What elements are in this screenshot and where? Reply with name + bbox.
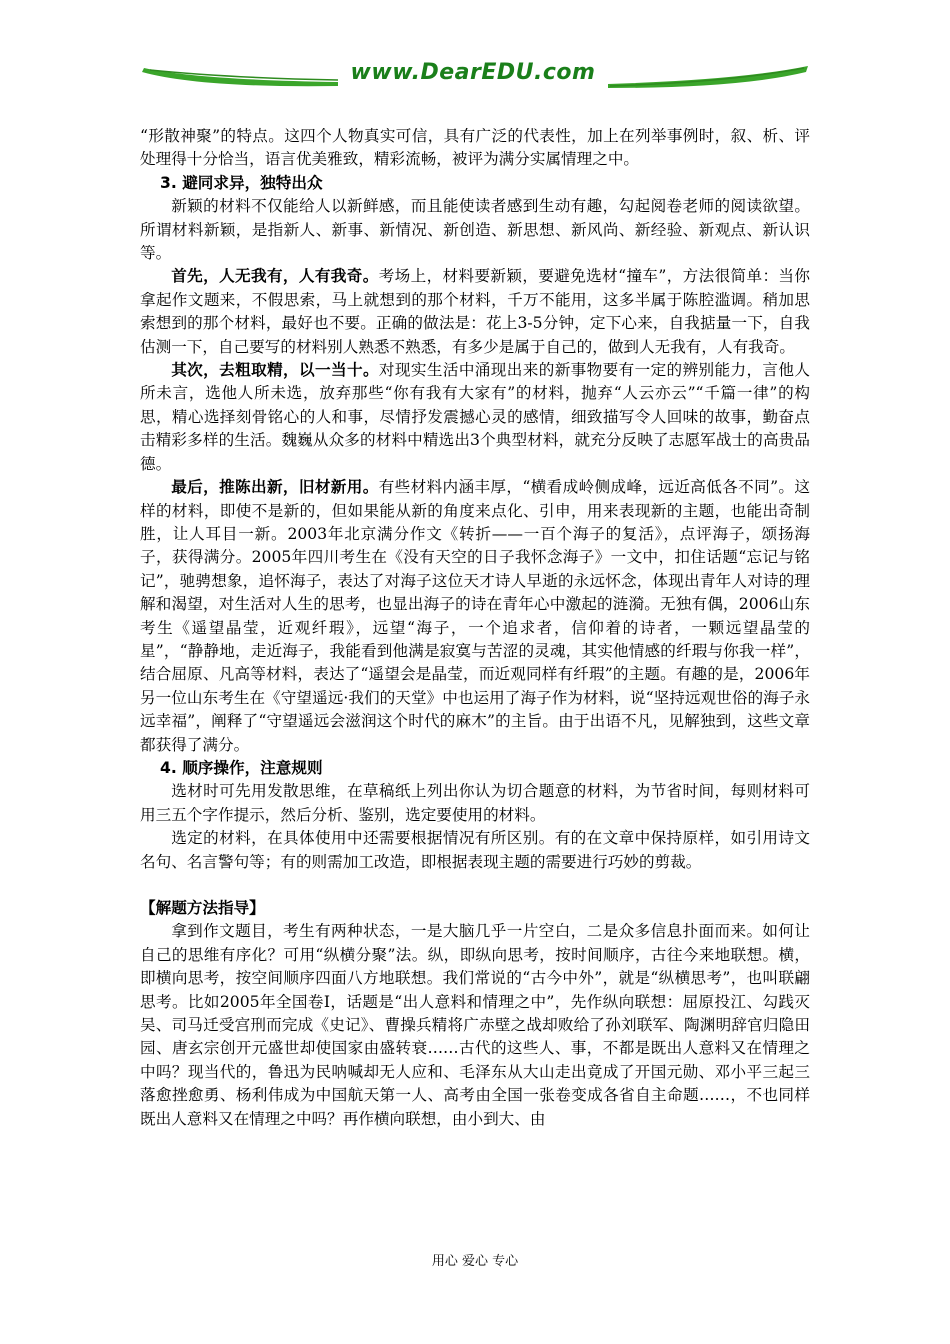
paragraph-lead: 首先，人无我有，人有我奇。 <box>171 267 379 286</box>
paragraph-text: 考场上，材料要新颖，要避免选材“撞车”，方法很简单：当你拿起作文题来，不假思索，马上就想到的那个材料，千万不能用，这多半属于陈腔滥调。稍加思索想到的那个材料，最好也不要。正确的做法是：花上3-5分钟，定下心来，自我掂量一下，自我估测一下，自己要写的材料别人熟悉不熟悉，有多少是属于自己的，做到人无我有，人有我奇。 <box>140 267 810 356</box>
paragraph: 选定的材料，在具体使用中还需要根据情况有所区别。有的在文章中保持原样，如引用诗文名句、名言警句等；有的则需加工改造，即根据表现主题的需要进行巧妙的剪裁。 <box>140 829 810 871</box>
section-heading-4: 4. 顺序操作，注意规则 <box>160 758 323 777</box>
header-brand-logo: www.DearEDU.com <box>350 60 596 85</box>
paragraph-text: 对现实生活中涌现出来的新事物要有一定的辨别能力，言他人所未言，选他人所未选，放弃那些“你有我有大家有”的材料，抛弃“人云亦云”“千篇一律”的构思，精心选择刻骨铭心的人和事，尽情抒发震撼心灵的感情，细致描写令人回味的故事，勤奋点击精彩多样的生活。魏巍从众多的材料中精选出3个典型材料，就充分反映了志愿军战士的高贵品德。 <box>140 361 810 473</box>
paragraph <box>140 359 810 476</box>
paragraph: 拿到作文题目，考生有两种状态，一是大脑几乎一片空白，二是众多信息扑面而来。如何让自己的思维有序化？可用“纵横分聚”法。纵，即纵向思考，按时间顺序，古往今来地联想。横，即横向思考，按空间顺序四面八方地联想。我们常说的“古今中外”，就是“纵横思考”，也叫联翩思考。比如2005年全国卷Ⅰ，话题是“出人意料和情理之中”，先作纵向联想：屈原投江、勾践灭吴、司马迁受宫刑而完成《史记》、曹操兵精将广赤壁之战却败给了孙刘联军、陶渊明辞官归隐田园、唐玄宗创开元盛世却使国家由盛转衰……古代的这些人、事，不都是既出人意料又在情理之中吗？现当代的，鲁迅为民呐喊却无人应和、毛泽东从大山走出竟成了开国元勋、邓小平三起三落愈挫愈勇、杨利伟成为中国航天第一人、高考由全国一张卷变成各省自主命题……，不也同样既出人意料又在情理之中吗？再作横向联想，由小到大、由 <box>140 922 810 1128</box>
paragraph <box>140 476 810 757</box>
paragraph-text: 有些材料内涵丰厚，“横看成岭侧成峰，远近高低各不同”。这样的材料，即使不是新的，但如果能从新的角度来点化、引申，用来表现新的主题，也能出奇制胜，让人耳目一新。2003年北京满分作文《转折——一百个海子的复活》，点评海子，颂扬海子，获得满分。2005年四川考生在《没有天空的日子我怀念海子》一文中，扣住话题“忘记与铭记”，驰骋想象，追怀海子，表达了对海子这位天才诗人早逝的永远怀念，体现出青年人对诗的理解和渴望，对生活对人生的思考，也显出海子的诗在青年心中激起的涟漪。无独有偶，2006山东考生《遥望晶莹，近观纤瑕》，远望“海子，一个追求者，信仰着的诗者，一颗远望晶莹的星”，“静静地，走近海子，我能看到他满是寂寞与苦涩的灵魂，其实他情感的纤瑕与你我一样”，结合屈原、凡高等材料，表达了“遥望会是晶莹，而近观同样有纤瑕”的主题。有趣的是，2006年另一位山东考生在《守望遥远·我们的天堂》中也运用了海子作为材料，说“坚持远观世俗的海子永远幸福”，阐释了“守望遥远会滋润这个时代的麻木”的主旨。由于出语不凡，见解独到，这些文章都获得了满分。 <box>140 478 810 754</box>
page-header <box>140 58 810 94</box>
paragraph: 选材时可先用发散思维，在草稿纸上列出你认为切合题意的材料，为节省时间，每则材料可用三五个字作提示，然后分析、鉴别，选定要使用的材料。 <box>140 782 810 824</box>
paragraph-lead: 其次，去粗取精，以一当十。 <box>171 361 379 380</box>
spacer <box>140 874 810 897</box>
paragraph: 新颖的材料不仅能给人以新鲜感，而且能使读者感到生动有趣，勾起阅卷老师的阅读欲望。所谓材料新颖，是指新人、新事、新情况、新创造、新思想、新风尚、新经验、新观点、新认识等。 <box>140 197 810 263</box>
paragraph <box>140 265 810 359</box>
page-footer: 用心 爱心 专心 <box>431 1254 519 1269</box>
paragraph-lead: 最后，推陈出新，旧材新用。 <box>171 478 379 497</box>
paragraph: “形散神聚”的特点。这四个人物真实可信，具有广泛的代表性，加上在列举事例时，叙、析、评处理得十分恰当，语言优美雅致，精彩流畅，被评为满分实属情理之中。 <box>140 127 810 169</box>
section-heading-3: 3. 避同求异，独特出众 <box>160 173 323 192</box>
document-body <box>140 125 810 1131</box>
method-guide-heading: 【解题方法指导】 <box>140 899 265 917</box>
